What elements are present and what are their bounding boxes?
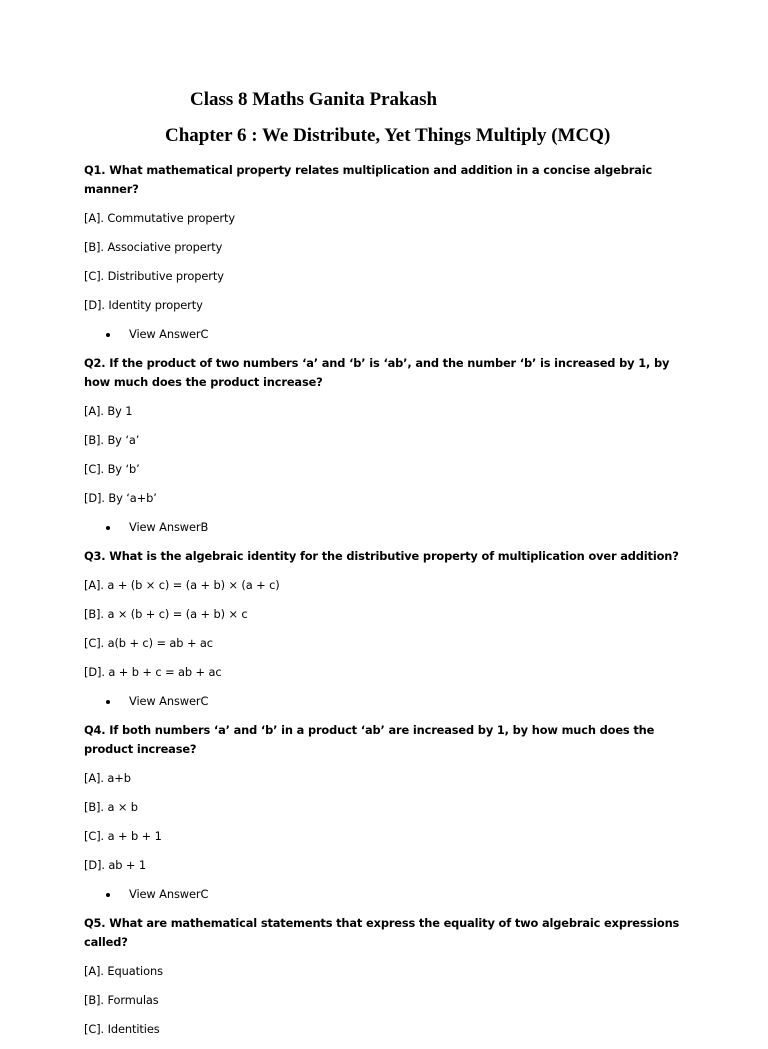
q2-option-c: [C]. By ‘b’ bbox=[84, 462, 140, 476]
chapter-title: Chapter 6 : We Distribute, Yet Things Multiply (MCQ) bbox=[165, 125, 611, 146]
q1-view-answer[interactable] bbox=[84, 325, 684, 344]
q1-view-answer-label: View AnswerC bbox=[129, 327, 209, 341]
q3-view-answer[interactable] bbox=[84, 692, 684, 711]
q4-option-a: [A]. a+b bbox=[84, 771, 131, 785]
q4-view-answer-label: View AnswerC bbox=[129, 887, 209, 901]
q1-option-a: [A]. Commutative property bbox=[84, 211, 235, 225]
question-4: Q4. If both numbers ‘a’ and ‘b’ in a product ‘ab’ are increased by 1, by how much does the product increase? bbox=[84, 723, 655, 756]
q5-option-b: [B]. Formulas bbox=[84, 993, 159, 1007]
q2-view-answer[interactable] bbox=[84, 518, 684, 537]
bullet-icon bbox=[106, 893, 110, 897]
document-title: Class 8 Maths Ganita Prakash bbox=[190, 89, 438, 110]
question-5: Q5. What are mathematical statements that express the equality of two algebraic expressions called? bbox=[84, 916, 680, 949]
q5-option-c: [C]. Identities bbox=[84, 1022, 160, 1036]
q3-option-b: [B]. a × (b + c) = (a + b) × c bbox=[84, 607, 248, 621]
q2-view-answer-label: View AnswerB bbox=[129, 520, 209, 534]
q4-option-b: [B]. a × b bbox=[84, 800, 138, 814]
q4-option-d: [D]. ab + 1 bbox=[84, 858, 147, 872]
question-2: Q2. If the product of two numbers ‘a’ and ‘b’ is ‘ab’, and the number ‘b’ is increased by 1, by how much does the product increase? bbox=[84, 356, 670, 389]
q3-option-d: [D]. a + b + c = ab + ac bbox=[84, 665, 222, 679]
question-list bbox=[84, 161, 684, 1049]
q3-view-answer-label: View AnswerC bbox=[129, 694, 209, 708]
q3-option-a: [A]. a + (b × c) = (a + b) × (a + c) bbox=[84, 578, 280, 592]
bullet-icon bbox=[106, 526, 110, 530]
q1-answer-list bbox=[84, 325, 684, 344]
q2-answer-list bbox=[84, 518, 684, 537]
bullet-icon bbox=[106, 333, 110, 337]
q1-option-c: [C]. Distributive property bbox=[84, 269, 224, 283]
q2-option-a: [A]. By 1 bbox=[84, 404, 133, 418]
q4-answer-list bbox=[84, 885, 684, 904]
q2-option-d: [D]. By ‘a+b’ bbox=[84, 491, 157, 505]
question-3: Q3. What is the algebraic identity for the distributive property of multiplication over addition? bbox=[84, 549, 679, 563]
q1-option-d: [D]. Identity property bbox=[84, 298, 203, 312]
q3-answer-list bbox=[84, 692, 684, 711]
q3-option-c: [C]. a(b + c) = ab + ac bbox=[84, 636, 213, 650]
q5-option-a: [A]. Equations bbox=[84, 964, 163, 978]
q4-option-c: [C]. a + b + 1 bbox=[84, 829, 162, 843]
q2-option-b: [B]. By ‘a’ bbox=[84, 433, 140, 447]
q1-option-b: [B]. Associative property bbox=[84, 240, 223, 254]
bullet-icon bbox=[106, 700, 110, 704]
q4-view-answer[interactable] bbox=[84, 885, 684, 904]
question-1: Q1. What mathematical property relates multiplication and addition in a concise algebraic manner? bbox=[84, 163, 653, 196]
